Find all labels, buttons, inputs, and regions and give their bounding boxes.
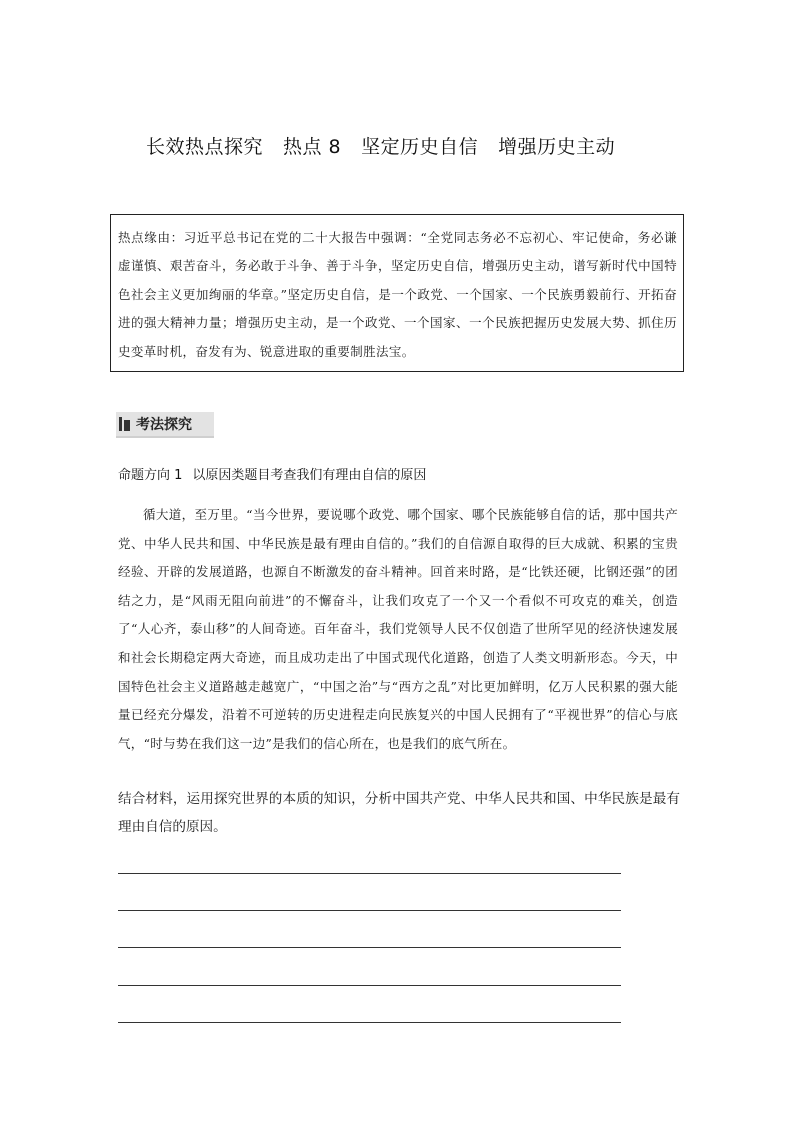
question-prompt: 结合材料，运用探究世界的本质的知识，分析中国共产党、中华人民共和国、中华民族是最有理由自信的原因。 (118, 791, 680, 835)
proposition-direction (118, 464, 426, 483)
answer-line[interactable] (118, 873, 621, 874)
section-label: 考法探究 (136, 417, 192, 433)
hotspot-reason-box (110, 214, 684, 372)
answer-line[interactable] (118, 910, 621, 911)
material-paragraph: 循大道，至万里。“当今世界，要说哪个政党、哪个国家、哪个民族能够自信的话，那中国共产党、中华人民共和国、中华民族是最有理由自信的。”我们的自信源自取得的巨大成就、积累的宝贵经验、开辟的发展道路，也源自不断激发的奋斗精神。回首来时路，是“比铁还硬，比钢还强”的团结之力，是“风雨无阻向前进”的不懈奋斗，让我们攻克了一个又一个看似不可攻克的难关，创造了“人心齐，泰山移”的人间奇迹。百年奋斗，我们党领导人民不仅创造了世所罕见的经济快速发展和社会长期稳定两大奇迹，而且成功走出了中国式现代化道路，创造了人类文明新形态。今天，中国特色社会主义道路越走越宽广，“中国之治”与“西方之乱”对比更加鲜明，亿万人民积累的强大能量已经充分爆发，沿着不可逆转的历史进程走向民族复兴的中国人民拥有了“平视世界”的信心与底气，“时与势在我们这一边”是我们的信心所在，也是我们的底气所在。 (118, 507, 678, 751)
title-topic-2: 增强历史主动 (498, 136, 616, 158)
section-header (116, 412, 214, 438)
title-hotspot-number: 热点 8 (283, 136, 342, 158)
title-series: 长效热点探究 (146, 136, 264, 158)
hotspot-reason-text: 热点缘由：习近平总书记在党的二十大报告中强调：“全党同志务必不忘初心、牢记使命，务必谦虚谨慎、艰苦奋斗，务必敢于斗争、善于斗争，坚定历史自信，增强历史主动，谱写新时代中国特色社会主义更加绚丽的华章。”坚定历史自信，是一个政党、一个国家、一个民族勇毅前行、开拓奋进的强大精神力量；增强历史主动，是一个政党、一个国家、一个民族把握历史发展大势、抓住历史变革时机，奋发有为、锐意进取的重要制胜法宝。 (118, 230, 677, 359)
page-title (146, 132, 615, 159)
answer-line[interactable] (118, 947, 621, 948)
direction-prefix: 命题方向 1 (118, 468, 183, 483)
answer-line[interactable] (118, 985, 621, 986)
answer-line[interactable] (118, 1022, 621, 1023)
title-topic-1: 坚定历史自信 (361, 136, 479, 158)
section-marker-icon (119, 417, 130, 431)
direction-text: 以原因类题目考查我们有理由自信的原因 (192, 468, 427, 483)
